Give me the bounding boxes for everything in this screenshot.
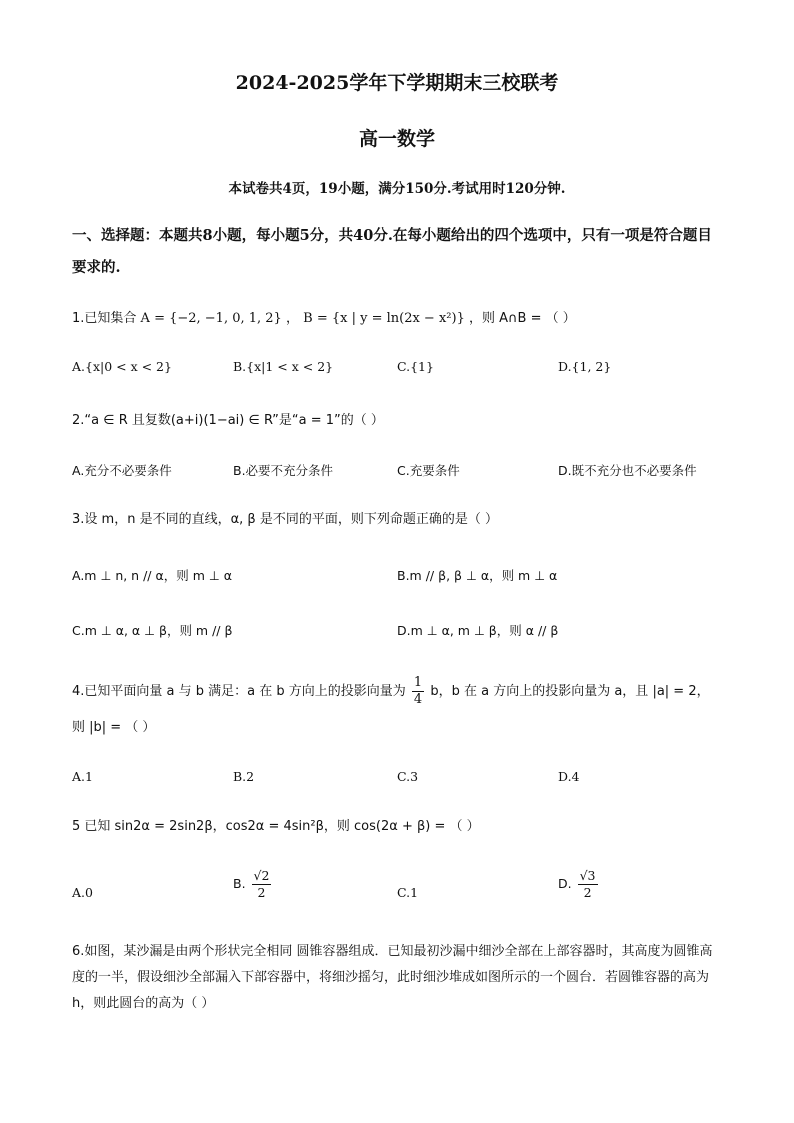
subject-title: 高一数学 (358, 128, 435, 150)
q5-option-b-denominator: 2 (257, 885, 266, 900)
q3-option-d: D.m ⊥ α, m ⊥ β，则 α // β (397, 623, 559, 638)
q5-option-d-fraction (578, 868, 598, 901)
question-4 (72, 675, 710, 708)
q1-set-b: B = {x | y = ln(2x − x²)} (303, 311, 465, 326)
q5-option-d-denominator: 2 (583, 885, 592, 900)
q4-mid: b，b 在 a 方向上的投影向量为 a，且 |a| = 2， (430, 684, 710, 699)
q5-option-d (558, 868, 600, 901)
q1-lead: 1.已知集合 (72, 311, 137, 326)
q2-option-b: B.必要不充分条件 (233, 463, 334, 478)
q4-line-2: 则 |b| = （ ） (72, 720, 156, 735)
q1-option-c: C.{1} (397, 359, 434, 374)
q2-option-c: C.充要条件 (397, 463, 460, 478)
q5-option-b-label: B. (233, 876, 246, 891)
q5-option-c: C.1 (397, 885, 419, 900)
q5-option-d-label: D. (558, 876, 572, 891)
q2-option-a: A.充分不必要条件 (72, 463, 172, 478)
question-6: 6.如图，某沙漏是由两个形状完全相同 圆锥容器组成．已知最初沙漏中细沙全部在上部容器时，其高度为圆锥高度的一半，假设细沙全部漏入下部容器中，将细沙摇匀，此时细沙堆成如图所示的一个圆台．若圆锥容器的高为h，则此圆台的高为（ ） (72, 944, 713, 1011)
exam-title: 2024-2025学年下学期期末三校联考 (235, 72, 559, 94)
q4-option-b: B.2 (233, 769, 255, 784)
question-1 (72, 309, 576, 329)
q4-option-c: C.3 (397, 769, 419, 784)
q5-option-b-numerator: √2 (253, 868, 270, 883)
q1-option-a: A.{x|0 < x < 2} (72, 359, 172, 374)
q3-option-a: A.m ⊥ n, n // α，则 m ⊥ α (72, 568, 232, 583)
q2-option-d: D.既不充分也不必要条件 (558, 463, 697, 478)
q5-option-b-fraction (252, 868, 272, 901)
q3-option-c: C.m ⊥ α, α ⊥ β，则 m // β (72, 623, 233, 638)
q4-lead: 4.已知平面向量 a 与 b 满足：a 在 b 方向上的投影向量为 (72, 684, 406, 699)
q1-tail: ，则 A∩B = （ ） (469, 311, 576, 326)
q5-option-a: A.0 (72, 885, 93, 900)
q5-option-d-numerator: √3 (579, 868, 596, 883)
q4-option-a: A.1 (72, 769, 93, 784)
exam-info: 本试卷共4页，19小题，满分150分.考试用时120分钟. (228, 181, 566, 197)
q1-option-b: B.{x|1 < x < 2} (233, 359, 334, 374)
q4-fraction (412, 675, 424, 708)
section-heading: 一、选择题：本题共8小题，每小题5分，共40分.在每小题给出的四个选项中，只有一项是符合题目要求的. (72, 227, 712, 276)
question-3: 3.设 m，n 是不同的直线，α, β 是不同的平面，则下列命题正确的是（ ） (72, 512, 498, 527)
question-5: 5 已知 sin2α = 2sin2β，cos2α = 4sin²β，则 cos(2α + β) = （ ） (72, 819, 480, 834)
q4-fraction-numerator: 1 (413, 675, 423, 690)
q4-fraction-denominator: 4 (413, 692, 423, 707)
q3-option-b: B.m // β, β ⊥ α，则 m ⊥ α (397, 568, 558, 583)
question-2: 2.“a ∈ R 且复数(a+i)(1−ai) ∈ R”是“a = 1”的（ ） (72, 413, 384, 428)
q1-set-a: A = {−2, −1, 0, 1, 2} (140, 311, 282, 326)
q4-option-d: D.4 (558, 769, 580, 784)
q1-option-d: D.{1, 2} (558, 359, 612, 374)
q5-option-b (233, 868, 273, 901)
q1-separator: ， (285, 311, 299, 326)
